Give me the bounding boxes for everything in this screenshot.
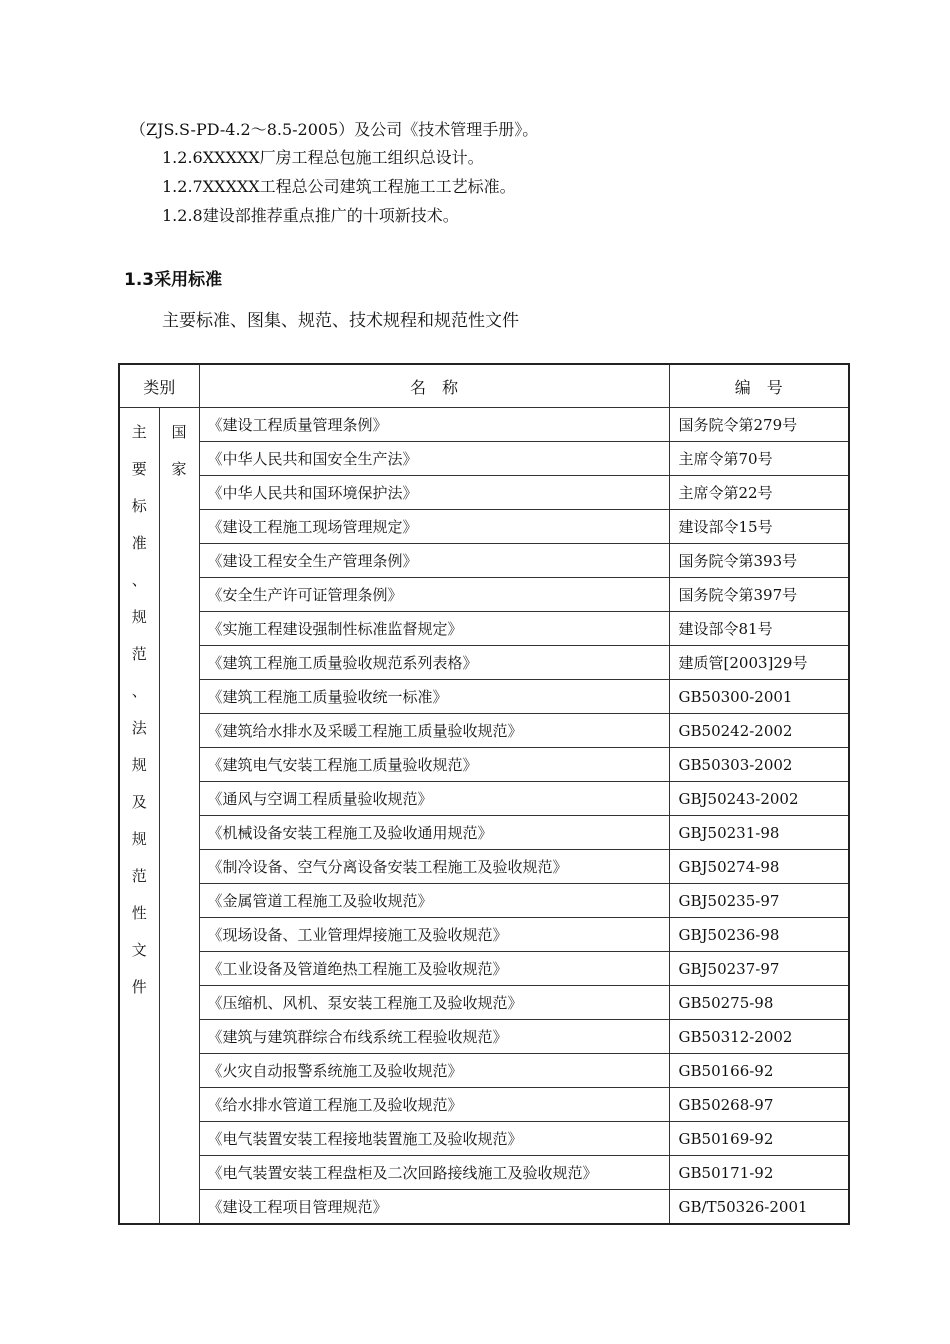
table-row (119, 544, 849, 578)
standard-name: 《建筑与建筑群综合布线系统工程验收规范》 (199, 1020, 669, 1054)
standard-name: 《压缩机、风机、泵安装工程施工及验收规范》 (199, 986, 669, 1020)
category-main-char: 主 (131, 423, 147, 441)
standard-name: 《建设工程安全生产管理条例》 (199, 544, 669, 578)
standard-name: 《通风与空调工程质量验收规范》 (199, 782, 669, 816)
standard-code: GBJ50236-98 (669, 918, 849, 952)
category-sub-char: 国 (171, 423, 187, 441)
standard-code: 国务院令第279号 (669, 408, 849, 442)
category-main-char: 要 (131, 460, 147, 478)
table-row (119, 816, 849, 850)
category-main-char: 法 (131, 719, 147, 737)
table-row (119, 680, 849, 714)
standard-name: 《火灾自动报警系统施工及验收规范》 (199, 1054, 669, 1088)
table-row (119, 1054, 849, 1088)
header-category: 类别 (119, 364, 199, 408)
standards-table (118, 363, 850, 1225)
category-main-char: 范 (131, 645, 147, 663)
category-sub (159, 408, 199, 1225)
category-main-char: 、 (131, 571, 147, 589)
standard-code: GBJ50243-2002 (669, 782, 849, 816)
standard-name: 《金属管道工程施工及验收规范》 (199, 884, 669, 918)
standard-name: 《中华人民共和国环境保护法》 (199, 476, 669, 510)
standard-code: 国务院令第393号 (669, 544, 849, 578)
standard-code: GB/T50326-2001 (669, 1190, 849, 1225)
category-main-char: 规 (131, 608, 147, 626)
standard-code: GB50300-2001 (669, 680, 849, 714)
table-row (119, 1156, 849, 1190)
standard-code: GB50275-98 (669, 986, 849, 1020)
category-main-char: 准 (131, 534, 147, 552)
category-main-char: 文 (131, 941, 147, 959)
table-row (119, 510, 849, 544)
standard-code: 主席令第22号 (669, 476, 849, 510)
header-code: 编 号 (669, 364, 849, 408)
standard-name: 《机械设备安装工程施工及验收通用规范》 (199, 816, 669, 850)
category-main-char: 及 (131, 793, 147, 811)
standard-name: 《安全生产许可证管理条例》 (199, 578, 669, 612)
table-row (119, 1122, 849, 1156)
table-row (119, 1020, 849, 1054)
standard-name: 《建设工程项目管理规范》 (199, 1190, 669, 1225)
category-main (119, 408, 159, 1225)
standard-name: 《电气装置安装工程接地装置施工及验收规范》 (199, 1122, 669, 1156)
table-row (119, 578, 849, 612)
standard-name: 《给水排水管道工程施工及验收规范》 (199, 1088, 669, 1122)
standard-code: GB50312-2002 (669, 1020, 849, 1054)
category-main-char: 范 (131, 867, 147, 885)
standard-name: 《建设工程质量管理条例》 (199, 408, 669, 442)
paragraph-1: （ZJS.S-PD-4.2～8.5-2005）及公司《技术管理手册》。 (130, 120, 539, 139)
section-intro: 主要标准、图集、规范、技术规程和规范性文件 (162, 311, 519, 331)
table-row (119, 884, 849, 918)
standard-code: GB50242-2002 (669, 714, 849, 748)
table-row (119, 850, 849, 884)
standard-name: 《建筑工程施工质量验收统一标准》 (199, 680, 669, 714)
standard-code: GBJ50235-97 (669, 884, 849, 918)
standard-name: 《建筑电气安装工程施工质量验收规范》 (199, 748, 669, 782)
standard-name: 《电气装置安装工程盘柜及二次回路接线施工及验收规范》 (199, 1156, 669, 1190)
paragraph-4: 1.2.8建设部推荐重点推广的十项新技术。 (162, 206, 459, 225)
category-sub-char: 家 (171, 460, 187, 478)
category-main-char: 规 (131, 830, 147, 848)
standard-name: 《建设工程施工现场管理规定》 (199, 510, 669, 544)
standard-code: 主席令第70号 (669, 442, 849, 476)
standard-name: 《工业设备及管道绝热工程施工及验收规范》 (199, 952, 669, 986)
table-row (119, 986, 849, 1020)
section-heading: 1.3采用标准 (124, 270, 223, 290)
standard-code: 建设部令81号 (669, 612, 849, 646)
category-main-char: 规 (131, 756, 147, 774)
standard-code: GB50171-92 (669, 1156, 849, 1190)
paragraph-3: 1.2.7XXXXX工程总公司建筑工程施工工艺标准。 (162, 177, 516, 196)
standard-name: 《实施工程建设强制性标准监督规定》 (199, 612, 669, 646)
standard-name: 《现场设备、工业管理焊接施工及验收规范》 (199, 918, 669, 952)
category-main-char: 件 (131, 978, 147, 996)
table-row (119, 646, 849, 680)
table-row (119, 918, 849, 952)
standard-code: GB50166-92 (669, 1054, 849, 1088)
standard-name: 《制冷设备、空气分离设备安装工程施工及验收规范》 (199, 850, 669, 884)
table-row (119, 714, 849, 748)
table-row (119, 952, 849, 986)
paragraph-2: 1.2.6XXXXX厂房工程总包施工组织总设计。 (162, 148, 484, 167)
table-row (119, 782, 849, 816)
table-row (119, 476, 849, 510)
standard-name: 《中华人民共和国安全生产法》 (199, 442, 669, 476)
table-row (119, 612, 849, 646)
table-row (119, 1088, 849, 1122)
standard-code: GB50169-92 (669, 1122, 849, 1156)
standard-code: GBJ50231-98 (669, 816, 849, 850)
standard-code: GBJ50237-97 (669, 952, 849, 986)
standard-code: 建设部令15号 (669, 510, 849, 544)
category-main-char: 性 (131, 904, 147, 922)
standard-name: 《建筑给水排水及采暖工程施工质量验收规范》 (199, 714, 669, 748)
standard-code: GB50268-97 (669, 1088, 849, 1122)
standard-code: 国务院令第397号 (669, 578, 849, 612)
table-row (119, 408, 849, 442)
standard-code: GBJ50274-98 (669, 850, 849, 884)
table-row (119, 1190, 849, 1225)
standard-code: 建质管[2003]29号 (669, 646, 849, 680)
table-row (119, 748, 849, 782)
standard-code: GB50303-2002 (669, 748, 849, 782)
category-main-char: 、 (131, 682, 147, 700)
header-name: 名 称 (199, 364, 669, 408)
category-main-char: 标 (131, 497, 147, 515)
table-header-row (119, 364, 849, 408)
table-row (119, 442, 849, 476)
standard-name: 《建筑工程施工质量验收规范系列表格》 (199, 646, 669, 680)
